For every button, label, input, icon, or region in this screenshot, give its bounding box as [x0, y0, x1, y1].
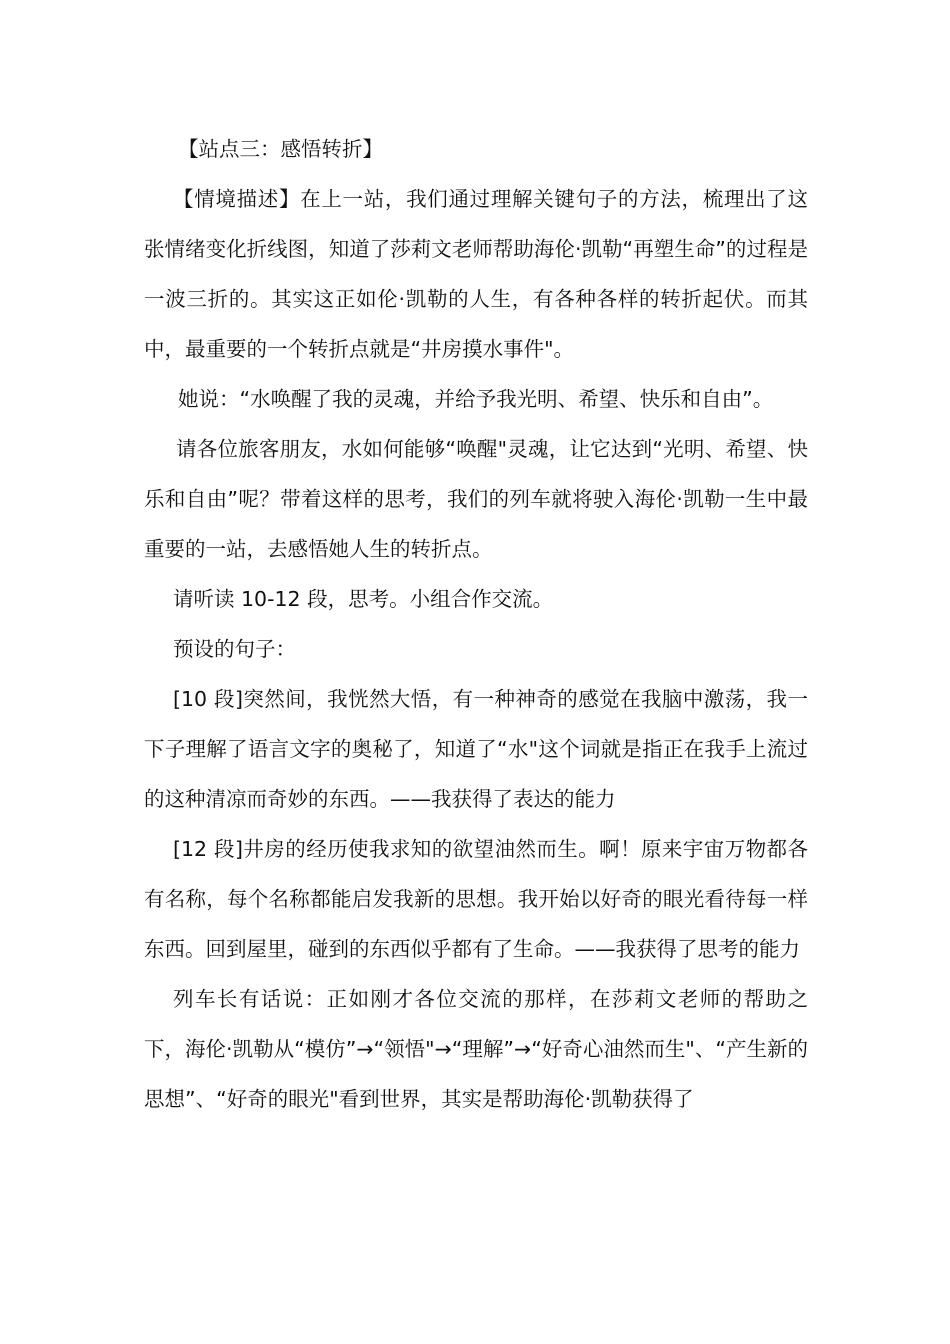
paragraph-instruction: 请听读 10-12 段，思考。小组合作交流。	[173, 587, 554, 611]
paragraph-conductor-remark: 列车长有话说：正如刚才各位交流的那样，在莎莉文老师的帮助之下，海伦·凯勒从“模仿”→“领悟"→“理解”→“好奇心油然而生"、“产生新的思想”、“好奇的眼光"看到世界，其实是帮助海伦·凯勒获得了	[144, 987, 808, 1111]
paragraph-section-12: [12 段]井房的经历使我求知的欲望油然而生。啊！原来宇宙万物都各有名称，每个名称都能启发我新的思想。我开始以好奇的眼光看待每一样东西。回到屋里，碰到的东西似乎都有了生命。——我获得了思考的能力	[144, 837, 808, 961]
paragraph-situation-description: 【情境描述】在上一站，我们通过理解关键句子的方法，梳理出了这张情绪变化折线图，知道了莎莉文老师帮助海伦·凯勒“再塑生命”的过程是一波三折的。其实这正如伦·凯勒的人生，有各种各样的转折起伏。而其中，最重要的一个转折点就是“井房摸水事件"。	[144, 187, 808, 361]
document-body	[144, 124, 808, 1124]
paragraph-preset-label: 预设的句子：	[173, 637, 296, 661]
paragraph-quote: 她说：“水唤醒了我的灵魂，并给予我光明、希望、快乐和自由”。	[178, 387, 774, 411]
section-heading: 【站点三：感悟转折】	[178, 137, 383, 161]
paragraph-question: 请各位旅客朋友，水如何能够“唤醒"灵魂，让它达到“光明、希望、快乐和自由”呢？带着这样的思考，我们的列车就将驶入海伦·凯勒一生中最重要的一站，去感悟她人生的转折点。	[144, 437, 808, 561]
paragraph-section-10: [10 段]突然间，我恍然大悟，有一种神奇的感觉在我脑中激荡，我一下子理解了语言文字的奥秘了，知道了“水"这个词就是指正在我手上流过的这种清凉而奇妙的东西。——我获得了表达的能力	[144, 687, 808, 811]
